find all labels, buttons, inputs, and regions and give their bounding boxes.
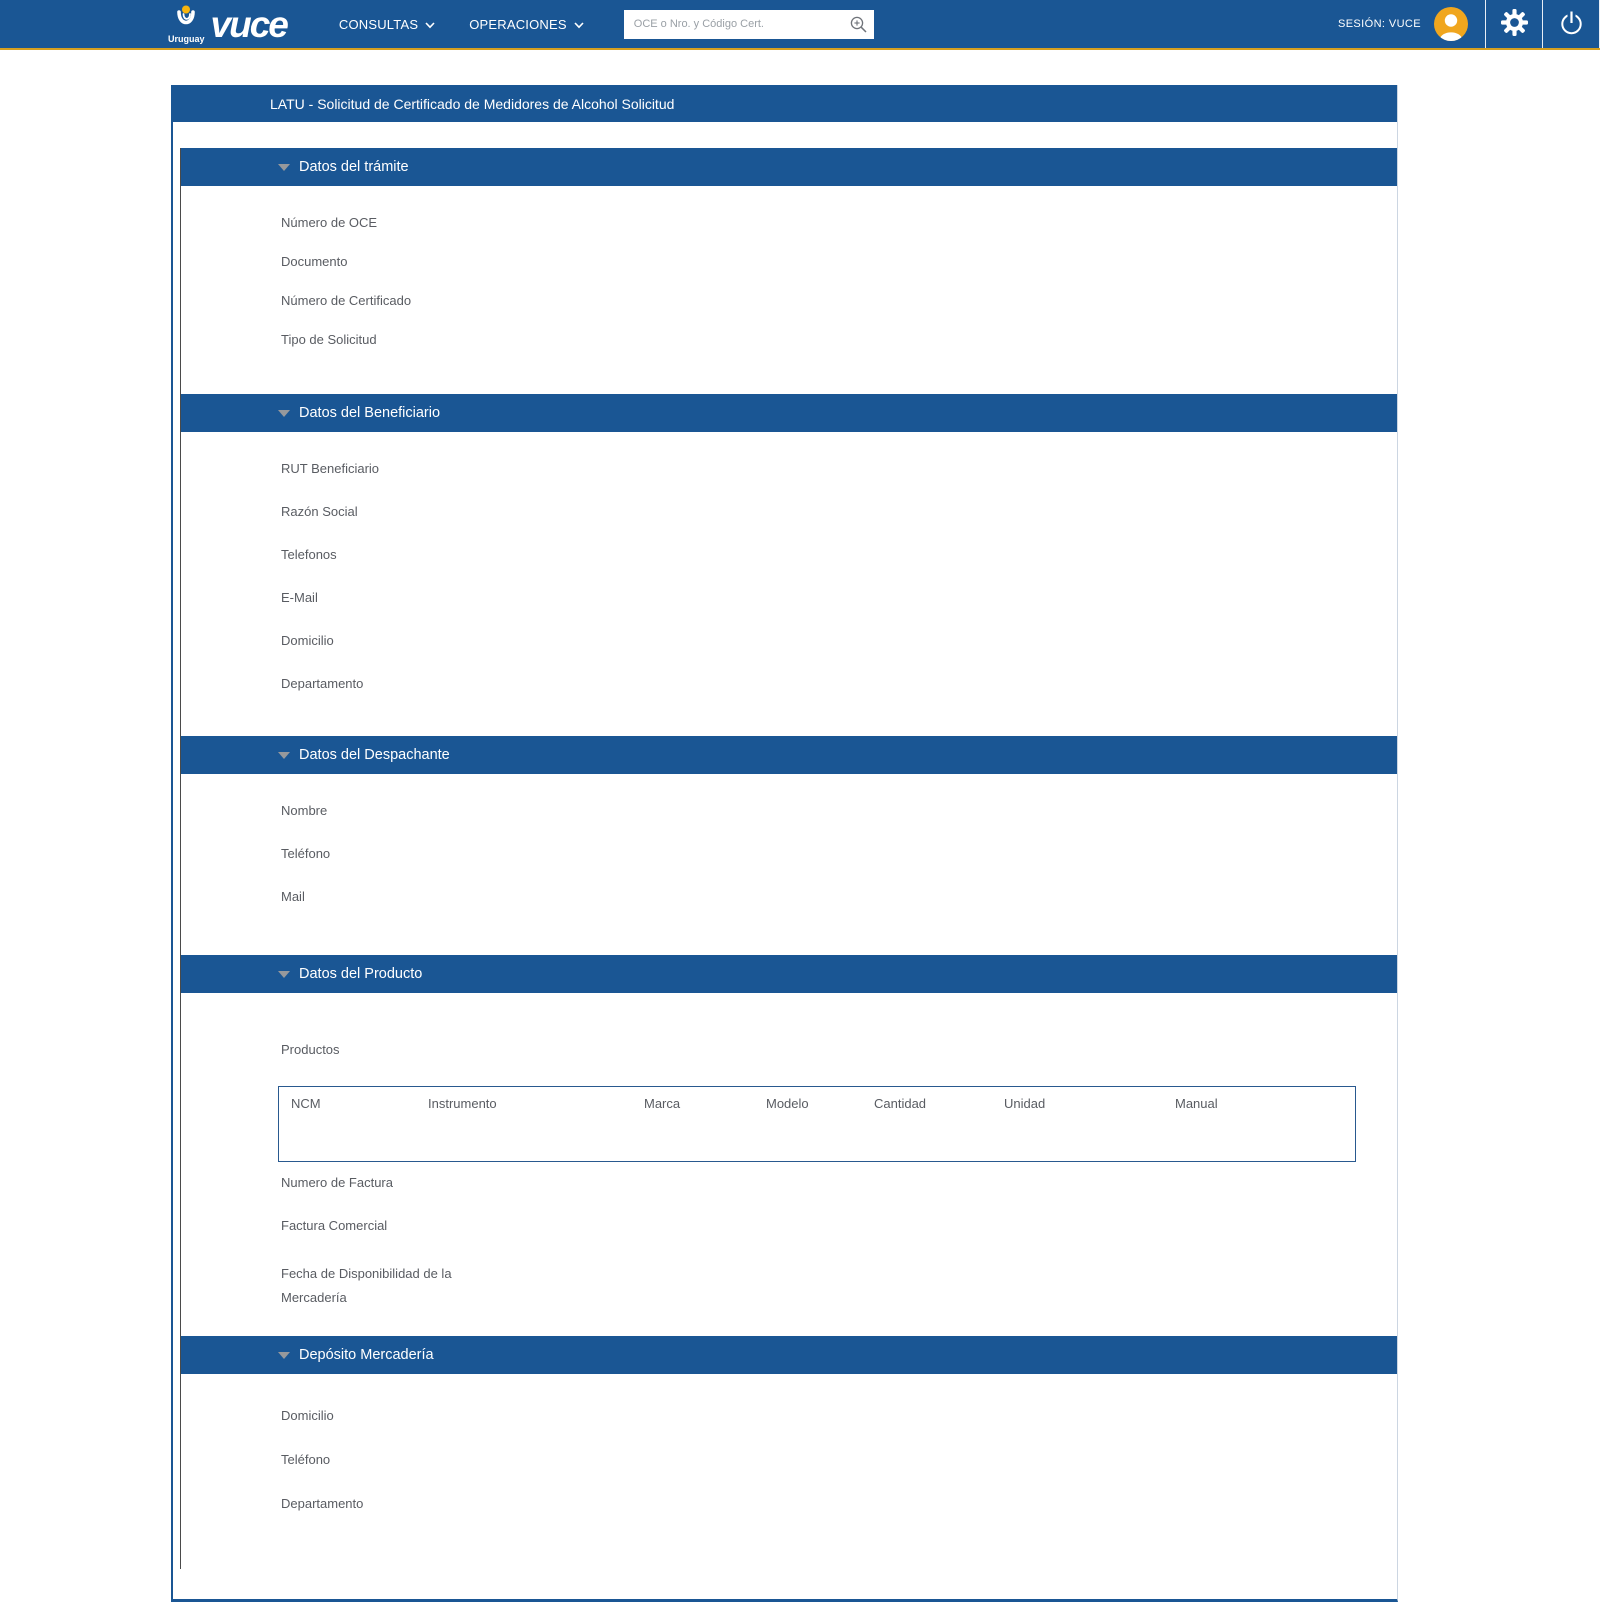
chevron-down-icon bbox=[425, 17, 435, 32]
field-label-numero-de-factura: Numero de Factura bbox=[281, 1175, 393, 1190]
menu-item-label: CONSULTAS bbox=[338, 16, 419, 32]
search-icon[interactable] bbox=[849, 15, 868, 37]
section-title: Datos del Beneficiario bbox=[299, 405, 441, 421]
gear-icon bbox=[1501, 9, 1528, 39]
field-label-numero-de-oce: Número de OCE bbox=[281, 215, 378, 230]
field-label-tipo-de-solicitud: Tipo de Solicitud bbox=[281, 332, 377, 347]
section-datos-del-producto bbox=[181, 955, 1397, 1336]
field-label-fecha-disponibilidad: Fecha de Disponibilidad de la Mercadería bbox=[281, 1266, 452, 1305]
section-datos-del-tramite bbox=[181, 148, 1397, 394]
person-icon bbox=[1434, 7, 1468, 41]
field-label-numero-de-certificado: Número de Certificado bbox=[281, 293, 412, 308]
power-icon bbox=[1559, 9, 1584, 39]
menu-item-operaciones[interactable] bbox=[469, 17, 584, 32]
field-label-domicilio: Domicilio bbox=[281, 633, 334, 648]
section-title: Datos del trámite bbox=[299, 159, 409, 175]
field-label-telefono: Teléfono bbox=[281, 1452, 331, 1467]
field-label-domicilio: Domicilio bbox=[281, 1408, 334, 1423]
section-header-datos-del-producto[interactable] bbox=[181, 955, 1397, 993]
table-header-ncm: NCM bbox=[291, 1096, 321, 1111]
field-label-departamento: Departamento bbox=[281, 1496, 364, 1511]
section-header-datos-del-despachante[interactable] bbox=[181, 736, 1397, 774]
field-label-razon-social: Razón Social bbox=[281, 504, 358, 519]
products-table bbox=[278, 1086, 1356, 1162]
uruguay-swoosh-icon bbox=[172, 5, 200, 36]
section-title: Datos del Producto bbox=[299, 966, 423, 982]
table-header-cantidad: Cantidad bbox=[874, 1096, 927, 1111]
triangle-down-icon bbox=[278, 1352, 290, 1359]
field-label-documento: Documento bbox=[281, 254, 348, 269]
settings-button[interactable] bbox=[1486, 0, 1542, 48]
menu-item-label: OPERACIONES bbox=[469, 16, 567, 32]
table-header-modelo: Modelo bbox=[766, 1096, 809, 1111]
field-label-factura-comercial: Factura Comercial bbox=[281, 1218, 388, 1233]
section-title: Datos del Despachante bbox=[299, 747, 450, 763]
section-body bbox=[181, 432, 1397, 736]
form-panel bbox=[171, 85, 1398, 1602]
section-body bbox=[181, 774, 1397, 955]
field-label-productos: Productos bbox=[281, 1042, 340, 1057]
top-navbar bbox=[0, 0, 1600, 50]
uruguay-logo-mark bbox=[168, 5, 205, 44]
section-header-datos-del-tramite[interactable] bbox=[181, 148, 1397, 186]
logout-button[interactable] bbox=[1543, 0, 1599, 48]
logo-country-label: Uruguay bbox=[168, 33, 205, 44]
field-label-telefono: Teléfono bbox=[281, 846, 331, 861]
table-header-instrumento: Instrumento bbox=[428, 1096, 497, 1111]
triangle-down-icon bbox=[278, 971, 290, 978]
session-label: SESIÓN: VUCE bbox=[1337, 18, 1421, 30]
search-input[interactable] bbox=[624, 10, 874, 39]
field-label-departamento: Departamento bbox=[281, 676, 364, 691]
field-label-telefonos: Telefonos bbox=[281, 547, 337, 562]
form-sections bbox=[180, 148, 1397, 1569]
navbar-right bbox=[1338, 0, 1600, 48]
triangle-down-icon bbox=[278, 752, 290, 759]
section-title: Depósito Mercadería bbox=[299, 1347, 434, 1363]
field-label-rut-beneficiario: RUT Beneficiario bbox=[281, 461, 380, 476]
table-header-marca: Marca bbox=[644, 1096, 681, 1111]
vuce-logo[interactable] bbox=[168, 5, 287, 44]
table-header-manual: Manual bbox=[1175, 1096, 1218, 1111]
chevron-down-icon bbox=[574, 17, 584, 32]
menu-item-consultas[interactable] bbox=[339, 17, 435, 32]
user-avatar[interactable] bbox=[1434, 7, 1468, 41]
section-body bbox=[181, 1374, 1397, 1569]
section-body bbox=[181, 993, 1397, 1336]
section-header-datos-del-beneficiario[interactable] bbox=[181, 394, 1397, 432]
section-deposito-mercaderia bbox=[181, 1336, 1397, 1569]
section-header-deposito-mercaderia[interactable] bbox=[181, 1336, 1397, 1374]
triangle-down-icon bbox=[278, 164, 290, 171]
brand-wordmark: vuce bbox=[210, 3, 287, 45]
field-label-email: E-Mail bbox=[281, 590, 318, 605]
field-label-nombre: Nombre bbox=[281, 803, 328, 818]
triangle-down-icon bbox=[278, 410, 290, 417]
navbar-search bbox=[624, 10, 874, 39]
main-menu bbox=[339, 17, 584, 32]
table-header-unidad: Unidad bbox=[1004, 1096, 1046, 1111]
field-label-mail: Mail bbox=[281, 889, 305, 904]
section-datos-del-despachante bbox=[181, 736, 1397, 955]
section-body bbox=[181, 186, 1397, 394]
page-title: LATU - Solicitud de Certificado de Medidores de Alcohol Solicitud bbox=[173, 85, 1397, 122]
panel-gap bbox=[173, 122, 1397, 148]
section-datos-del-beneficiario bbox=[181, 394, 1397, 736]
